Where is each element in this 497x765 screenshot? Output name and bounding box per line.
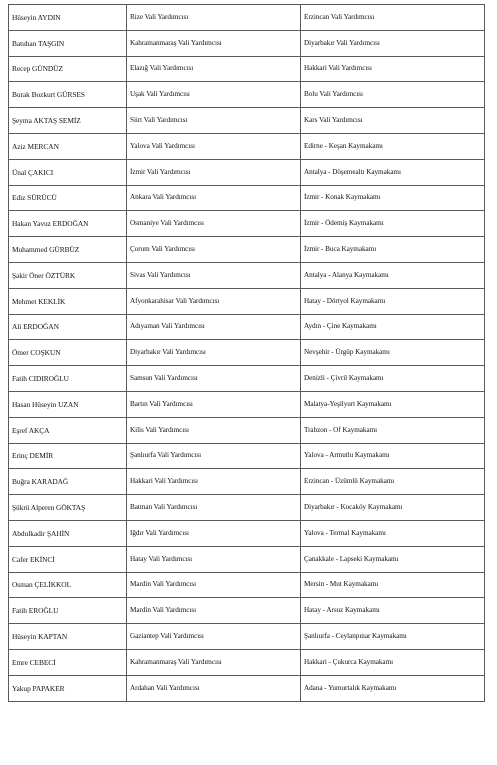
current-position-cell: Uşak Vali Yardımcısı bbox=[127, 82, 301, 108]
assignment-table-body bbox=[9, 5, 485, 702]
table-row bbox=[9, 340, 485, 366]
table-row bbox=[9, 108, 485, 134]
current-position-cell: Hatay Vali Yardımcısı bbox=[127, 546, 301, 572]
current-position-cell: Şanlıurfa Vali Yardımcısı bbox=[127, 443, 301, 469]
table-row bbox=[9, 366, 485, 392]
current-position-cell: Gaziantep Vali Yardımcısı bbox=[127, 624, 301, 650]
table-row bbox=[9, 185, 485, 211]
name-cell: Burak Bozkurt GÜRSES bbox=[9, 82, 127, 108]
new-position-cell: Denizli - Çivril Kaymakamı bbox=[301, 366, 485, 392]
current-position-cell: Siirt Vali Yardımcısı bbox=[127, 108, 301, 134]
new-position-cell: Kars Vali Yardımcısı bbox=[301, 108, 485, 134]
new-position-cell: Nevşehir - Ürgüp Kaymakamı bbox=[301, 340, 485, 366]
current-position-cell: Diyarbakır Vali Yardımcısı bbox=[127, 340, 301, 366]
new-position-cell: Malatya-Yeşilyurt Kaymakamı bbox=[301, 391, 485, 417]
name-cell: Recep GÜNDÜZ bbox=[9, 56, 127, 82]
name-cell: Osman ÇELİKKOL bbox=[9, 572, 127, 598]
table-row bbox=[9, 237, 485, 263]
table-row bbox=[9, 675, 485, 701]
new-position-cell: Antalya - Alanya Kaymakamı bbox=[301, 262, 485, 288]
new-position-cell: Bolu Vali Yardımcısı bbox=[301, 82, 485, 108]
new-position-cell: Yalova - Armutlu Kaymakamı bbox=[301, 443, 485, 469]
name-cell: Şükrü Alperen GÖKTAŞ bbox=[9, 495, 127, 521]
table-row bbox=[9, 262, 485, 288]
table-row bbox=[9, 546, 485, 572]
name-cell: Ünal ÇAKICI bbox=[9, 159, 127, 185]
new-position-cell: Hakkari Vali Yardımcısı bbox=[301, 56, 485, 82]
name-cell: Ömer COŞKUN bbox=[9, 340, 127, 366]
table-row bbox=[9, 211, 485, 237]
new-position-cell: Aydın - Çine Kaymakamı bbox=[301, 314, 485, 340]
table-row bbox=[9, 624, 485, 650]
current-position-cell: Kahramanmaraş Vali Yardımcısı bbox=[127, 649, 301, 675]
name-cell: Batuhan TAŞGIN bbox=[9, 30, 127, 56]
new-position-cell: İzmir - Buca Kaymakamı bbox=[301, 237, 485, 263]
name-cell: Hakan Yavuz ERDOĞAN bbox=[9, 211, 127, 237]
current-position-cell: Ardahan Vali Yardımcısı bbox=[127, 675, 301, 701]
table-row bbox=[9, 598, 485, 624]
current-position-cell: Batman Vali Yardımcısı bbox=[127, 495, 301, 521]
new-position-cell: Çanakkale - Lapseki Kaymakamı bbox=[301, 546, 485, 572]
name-cell: Fatih EROĞLU bbox=[9, 598, 127, 624]
table-row bbox=[9, 82, 485, 108]
current-position-cell: Çorum Vali Yardımcısı bbox=[127, 237, 301, 263]
name-cell: Eşref AKÇA bbox=[9, 417, 127, 443]
table-row bbox=[9, 288, 485, 314]
new-position-cell: İzmir - Ödemiş Kaymakamı bbox=[301, 211, 485, 237]
table-row bbox=[9, 443, 485, 469]
current-position-cell: Iğdır Vali Yardımcısı bbox=[127, 520, 301, 546]
assignment-table bbox=[8, 4, 485, 702]
table-row bbox=[9, 572, 485, 598]
name-cell: Cafer EKİNCİ bbox=[9, 546, 127, 572]
name-cell: Aziz MERCAN bbox=[9, 133, 127, 159]
current-position-cell: Mardin Vali Yardımcısı bbox=[127, 598, 301, 624]
current-position-cell: Kahramanmaraş Vali Yardımcısı bbox=[127, 30, 301, 56]
name-cell: Buğra KARADAĞ bbox=[9, 469, 127, 495]
new-position-cell: İzmir - Konak Kaymakamı bbox=[301, 185, 485, 211]
name-cell: Erinç DEMİR bbox=[9, 443, 127, 469]
current-position-cell: Rize Vali Yardımcısı bbox=[127, 5, 301, 31]
new-position-cell: Hatay - Arsuz Kaymakamı bbox=[301, 598, 485, 624]
table-row bbox=[9, 159, 485, 185]
new-position-cell: Diyarbakır - Kocaköy Kaymakamı bbox=[301, 495, 485, 521]
name-cell: Ediz SÜRÜCÜ bbox=[9, 185, 127, 211]
current-position-cell: Kilis Vali Yardımcısı bbox=[127, 417, 301, 443]
new-position-cell: Erzincan - Üzümlü Kaymakamı bbox=[301, 469, 485, 495]
current-position-cell: Samsun Vali Yardımcısı bbox=[127, 366, 301, 392]
current-position-cell: Mardin Vali Yardımcısı bbox=[127, 572, 301, 598]
name-cell: Hasan Hüseyin UZAN bbox=[9, 391, 127, 417]
new-position-cell: Adana - Yumurtalık Kaymakamı bbox=[301, 675, 485, 701]
name-cell: Ali ERDOĞAN bbox=[9, 314, 127, 340]
new-position-cell: Yalova - Termal Kaymakamı bbox=[301, 520, 485, 546]
current-position-cell: İzmir Vali Yardımcısı bbox=[127, 159, 301, 185]
table-row bbox=[9, 133, 485, 159]
new-position-cell: Hatay - Dörtyol Kaymakamı bbox=[301, 288, 485, 314]
new-position-cell: Hakkari - Çukurca Kaymakamı bbox=[301, 649, 485, 675]
table-row bbox=[9, 495, 485, 521]
table-row bbox=[9, 520, 485, 546]
table-row bbox=[9, 417, 485, 443]
name-cell: Hüseyin AYDIN bbox=[9, 5, 127, 31]
current-position-cell: Osmaniye Vali Yardımcısı bbox=[127, 211, 301, 237]
name-cell: Fatih CIDIROĞLU bbox=[9, 366, 127, 392]
name-cell: Mehmet KEKLİK bbox=[9, 288, 127, 314]
name-cell: Emre CEBECİ bbox=[9, 649, 127, 675]
current-position-cell: Elazığ Vali Yardımcısı bbox=[127, 56, 301, 82]
new-position-cell: Antalya - Döşemealtı Kaymakamı bbox=[301, 159, 485, 185]
table-row bbox=[9, 56, 485, 82]
table-row bbox=[9, 314, 485, 340]
table-row bbox=[9, 649, 485, 675]
name-cell: Abdulkadir ŞAHİN bbox=[9, 520, 127, 546]
table-row bbox=[9, 30, 485, 56]
current-position-cell: Yalova Vali Yardımcısı bbox=[127, 133, 301, 159]
table-row bbox=[9, 5, 485, 31]
new-position-cell: Şanlıurfa - Ceylanpınar Kaymakamı bbox=[301, 624, 485, 650]
current-position-cell: Adıyaman Vali Yardımcısı bbox=[127, 314, 301, 340]
name-cell: Hüseyin KAPTAN bbox=[9, 624, 127, 650]
table-row bbox=[9, 469, 485, 495]
current-position-cell: Hakkari Vali Yardımcısı bbox=[127, 469, 301, 495]
name-cell: Muhammed GÜRBÜZ bbox=[9, 237, 127, 263]
new-position-cell: Erzincan Vali Yardımcısı bbox=[301, 5, 485, 31]
name-cell: Şakir Öner ÖZTÜRK bbox=[9, 262, 127, 288]
current-position-cell: Ankara Vali Yardımcısı bbox=[127, 185, 301, 211]
name-cell: Yakup PAPAKER bbox=[9, 675, 127, 701]
current-position-cell: Afyonkarahisar Vali Yardımcısı bbox=[127, 288, 301, 314]
table-row bbox=[9, 391, 485, 417]
name-cell: Şeyma AKTAŞ SEMİZ bbox=[9, 108, 127, 134]
new-position-cell: Mersin - Mut Kaymakamı bbox=[301, 572, 485, 598]
new-position-cell: Diyarbakır Vali Yardımcısı bbox=[301, 30, 485, 56]
current-position-cell: Bartın Vali Yardımcısı bbox=[127, 391, 301, 417]
new-position-cell: Trabzon - Of Kaymakamı bbox=[301, 417, 485, 443]
current-position-cell: Sivas Vali Yardımcısı bbox=[127, 262, 301, 288]
new-position-cell: Edirne - Keşan Kaymakamı bbox=[301, 133, 485, 159]
